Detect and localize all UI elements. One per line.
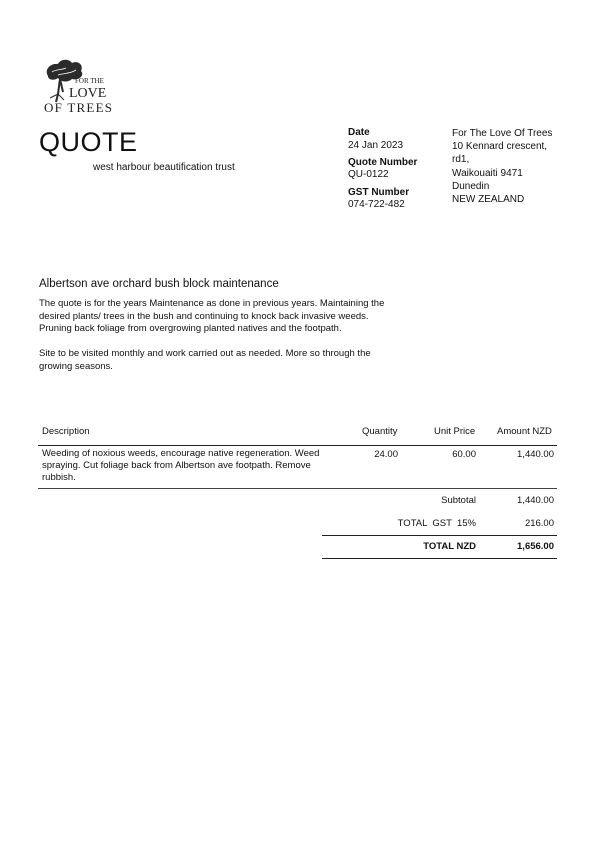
svg-text:OF TREES: OF TREES bbox=[44, 100, 112, 114]
description-paragraph: The quote is for the years Maintenance as done in previous years. Maintaining the desired plants/ trees in the bush and continuing to knock back invasive weeds. Pruning back foliage from overgrowing planted natives and the footpath. bbox=[39, 298, 385, 335]
quote-number-value: QU-0122 bbox=[348, 169, 389, 180]
address-line: For The Love Of Trees bbox=[452, 128, 553, 139]
quote-number-label: Quote Number bbox=[348, 157, 418, 168]
document-title: QUOTE bbox=[39, 127, 138, 157]
item-description: Weeding of noxious weeds, encourage native regeneration. Weed spraying. Cut foliage back from Albertson ave footpath. Remove rubbish. bbox=[42, 448, 320, 483]
col-header-quantity: Quantity bbox=[362, 426, 398, 437]
quote-description bbox=[39, 298, 389, 386]
svg-text:FOR THE: FOR THE bbox=[75, 77, 104, 85]
address-line: Waikouaiti 9471 bbox=[452, 167, 523, 179]
supplier-address bbox=[452, 127, 552, 206]
address-line: Dunedin bbox=[452, 180, 490, 192]
date-value: 24 Jan 2023 bbox=[348, 140, 404, 151]
subtotal-value: 1,440.00 bbox=[517, 495, 554, 506]
item-amount: 1,440.00 bbox=[517, 449, 554, 460]
item-unit-price: 60.00 bbox=[452, 449, 476, 460]
address-line: NEW ZEALAND bbox=[452, 194, 525, 206]
description-paragraph: Site to be visited monthly and work carried out as needed. More so through the growing seasons. bbox=[39, 348, 371, 372]
item-divider bbox=[38, 488, 557, 489]
address-line: 10 Kennard crescent, bbox=[452, 141, 548, 153]
gst-value: 216.00 bbox=[524, 518, 554, 529]
tree-icon bbox=[36, 54, 120, 114]
client-name: west harbour beautification trust bbox=[93, 162, 235, 173]
col-header-unit-price: Unit Price bbox=[434, 426, 476, 437]
gst-number-label: GST Number bbox=[348, 187, 410, 198]
address-line: rd1, bbox=[452, 154, 470, 166]
subtotal-label: Subtotal bbox=[441, 495, 476, 506]
total-value: 1,656.00 bbox=[517, 541, 554, 552]
quote-subject: Albertson ave orchard bush block maintenance bbox=[39, 278, 279, 290]
col-header-amount: Amount NZD bbox=[497, 426, 552, 437]
item-quantity: 24.00 bbox=[374, 449, 398, 460]
company-logo bbox=[36, 54, 120, 114]
totals-divider bbox=[322, 535, 557, 536]
gst-number-value: 074-722-482 bbox=[348, 199, 405, 210]
total-underline bbox=[322, 558, 557, 559]
col-header-description: Description bbox=[42, 426, 90, 437]
header-divider bbox=[38, 445, 557, 446]
date-label: Date bbox=[348, 127, 370, 138]
svg-text:LOVE: LOVE bbox=[69, 86, 107, 101]
gst-label: TOTAL GST 15% bbox=[397, 518, 476, 529]
total-label: TOTAL NZD bbox=[423, 541, 476, 552]
